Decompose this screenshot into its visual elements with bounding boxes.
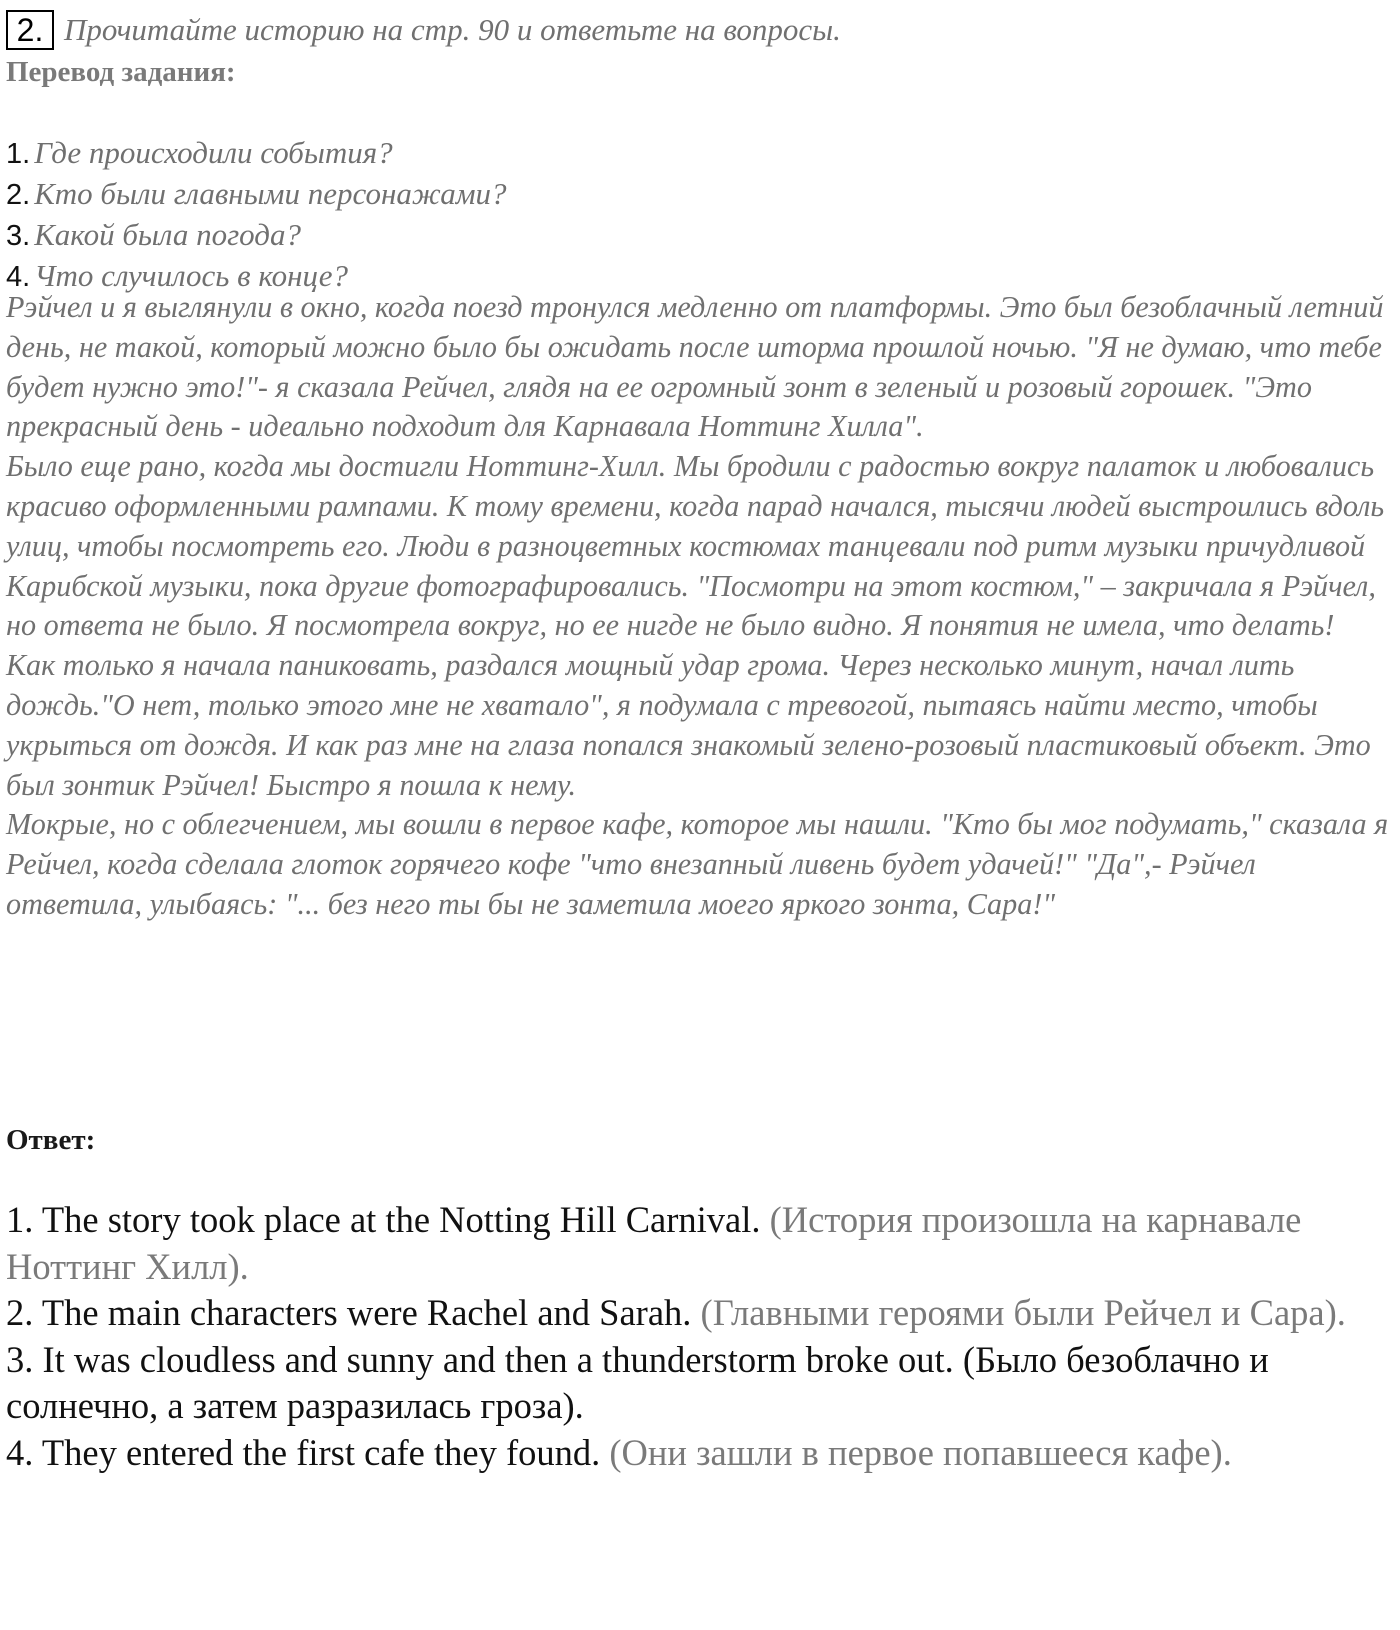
question-text: Какой была погода? [34,217,301,252]
task-number-box: 2. [6,10,54,50]
answer-translation: (История произошла на карнавале Ноттинг Хилл). [6,1199,1302,1287]
answer-item [6,1197,1396,1290]
question-number: 3. [6,220,31,252]
task-header [6,6,841,54]
task-instruction: Прочитайте историю на стр. 90 и ответьте на вопросы. [64,12,841,47]
story-translation [6,288,1394,925]
question-list [6,132,507,296]
question-item [6,173,507,214]
answer-english: 2. The main characters were Rachel and Sarah. [6,1292,692,1333]
question-item [6,214,507,255]
answer-translation: (Они зашли в первое попавшееся кафе). [609,1431,1232,1473]
story-paragraph: Мокрые, но с облегчением, мы вошли в первое кафе, которое мы нашли. "Кто бы мог подумать," сказала я Рейчел, когда сделала глоток горячего кофе "что внезапный ливень будет удачей!" "Да",- Рэйчел ответила, улыбаясь: "... без него ты бы не заметила моего яркого зонта, Сара!" [6,807,1389,921]
answer-english: 4. They entered the first cafe they found. [6,1431,601,1473]
answer-list [6,1197,1396,1476]
answer-item [6,1290,1396,1337]
question-text: Где происходили события? [34,135,393,170]
question-text: Кто были главными персонажами? [34,176,507,211]
answer-heading: Ответ: [6,1124,96,1156]
answer-english: 1. The story took place at the Notting Hill Carnival. [6,1199,761,1240]
story-paragraph: Как только я начала паниковать, раздался мощный удар грома. Через несколько минут, начал лить дождь."О нет, только этого мне не хватало", я подумала с тревогой, пытаясь найти место, чтобы укрыться от дождя. И как раз мне на глаза попался знакомый зелено-розовый пластиковый объект. Это был зонтик Рэйчел! Быстро я пошла к нему. [6,648,1371,802]
translation-heading: Перевод задания: [6,56,236,88]
question-item [6,132,507,173]
answer-english: 3. It was cloudless and sunny and then a thunderstorm broke out. (Было безоблачно и солнечно, а затем разразилась гроза). [6,1338,1269,1426]
question-number: 4. [6,261,31,293]
question-number: 2. [6,179,31,211]
story-paragraph: Рэйчел и я выглянули в окно, когда поезд тронулся медленно от платформы. Это был безоблачный летний день, не такой, который можно было бы ожидать после шторма прошлой ночью. "Я не думаю, что тебе будет нужно это!"- я сказала Рейчел, глядя на ее огромный зонт в зеленый и розовый горошек. "Это прекрасный день - идеально подходит для Карнавала Ноттинг Хилла". [6,290,1384,444]
answer-translation: (Главными героями были Рейчел и Сара). [700,1292,1346,1333]
story-paragraph: Было еще рано, когда мы достигли Ноттинг-Хилл. Мы бродили с радостью вокруг палаток и любовались красиво оформленными рампами. К тому времени, когда парад начался, тысячи людей выстроились вдоль улиц, чтобы посмотреть его. Люди в разноцветных костюмах танцевали под ритм музыки причудливой Карибской музыки, пока другие фотографировались. "Посмотри на этот костюм," – закричала я Рэйчел, но ответа не было. Я посмотрела вокруг, но ее нигде не было видно. Я понятия не имела, что делать! [6,449,1385,643]
answer-item [6,1337,1396,1430]
question-text: Что случилось в конце? [34,258,349,293]
answer-item [6,1430,1396,1477]
question-number: 1. [6,138,31,170]
